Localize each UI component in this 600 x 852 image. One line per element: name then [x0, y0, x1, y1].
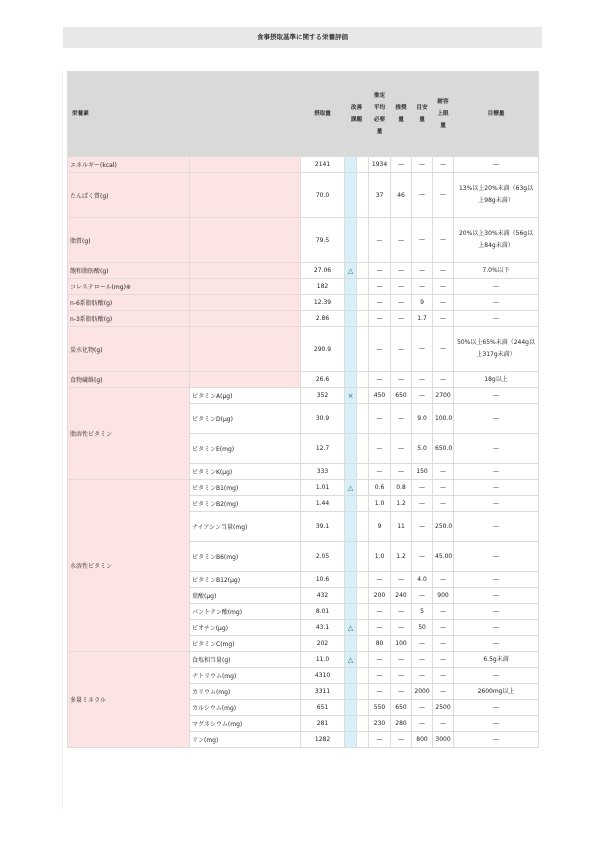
nutrient-name: 炭水化物(g)	[68, 327, 190, 372]
spacer-cell	[357, 480, 369, 496]
header-rda: 推奨 量	[391, 72, 412, 157]
ul-cell: —	[433, 311, 454, 327]
ai-cell: —	[412, 157, 433, 173]
nutrient-subname	[190, 263, 301, 279]
nutrient-subname: ビタミンB2(mg)	[190, 496, 301, 512]
ai-cell: —	[412, 388, 433, 404]
improvement-flag	[345, 279, 357, 295]
ai-cell: —	[412, 327, 433, 372]
ul-cell: —	[433, 604, 454, 620]
spacer-cell	[357, 588, 369, 604]
ear-cell: —	[369, 263, 391, 279]
improvement-flag	[345, 464, 357, 480]
intake-cell: 1.01	[301, 480, 345, 496]
ear-cell: 0.6	[369, 480, 391, 496]
nutrient-subname	[190, 279, 301, 295]
rda-cell: —	[391, 157, 412, 173]
intake-cell: 3311	[301, 684, 345, 700]
rda-cell: 11	[391, 512, 412, 542]
ul-cell: 2500	[433, 700, 454, 716]
ul-cell: 3000	[433, 732, 454, 748]
intake-cell: 352	[301, 388, 345, 404]
spacer-cell	[357, 327, 369, 372]
spacer-cell	[357, 464, 369, 480]
improvement-flag	[345, 684, 357, 700]
rda-cell: —	[391, 464, 412, 480]
ai-cell: 5	[412, 604, 433, 620]
table-row	[68, 263, 539, 279]
improvement-flag	[345, 636, 357, 652]
margin-rule	[62, 70, 63, 810]
ul-cell: —	[433, 173, 454, 218]
nutrient-subname: ビタミンB6(mg)	[190, 542, 301, 572]
intake-cell: 2.86	[301, 311, 345, 327]
header-ear: 推定 平均 必要 量	[369, 72, 391, 157]
dg-cell: —	[454, 732, 539, 748]
rda-cell: —	[391, 652, 412, 668]
ul-cell: 650.0	[433, 434, 454, 464]
ear-cell: 200	[369, 588, 391, 604]
ul-cell: —	[433, 372, 454, 388]
dg-cell: —	[454, 157, 539, 173]
spacer-cell	[357, 372, 369, 388]
intake-cell: 30.9	[301, 404, 345, 434]
ul-cell: —	[433, 263, 454, 279]
ul-cell: —	[433, 652, 454, 668]
ear-cell: —	[369, 434, 391, 464]
intake-cell: 70.0	[301, 173, 345, 218]
dg-cell: —	[454, 572, 539, 588]
dg-cell: —	[454, 279, 539, 295]
rda-cell: 1.2	[391, 496, 412, 512]
nutrient-name: 脂質(g)	[68, 218, 190, 263]
intake-cell: 12.39	[301, 295, 345, 311]
improvement-flag: △	[345, 263, 357, 279]
ear-cell: —	[369, 652, 391, 668]
improvement-flag: △	[345, 620, 357, 636]
nutrient-subname	[190, 173, 301, 218]
nutrient-name: 食物繊維(g)	[68, 372, 190, 388]
table-row	[68, 372, 539, 388]
ai-cell: —	[412, 716, 433, 732]
dg-cell: 20%以上30%未満（56g以上84g未満）	[454, 218, 539, 263]
dg-cell: 2600mg以上	[454, 684, 539, 700]
ai-cell: 4.0	[412, 572, 433, 588]
ear-cell: —	[369, 732, 391, 748]
rda-cell: —	[391, 279, 412, 295]
nutrient-subname	[190, 295, 301, 311]
ul-cell: 250.0	[433, 512, 454, 542]
intake-cell: 432	[301, 588, 345, 604]
spacer-cell	[357, 311, 369, 327]
spacer-cell	[357, 157, 369, 173]
spacer-cell	[357, 218, 369, 263]
nutrient-subname	[190, 311, 301, 327]
intake-cell: 281	[301, 716, 345, 732]
dg-cell: —	[454, 434, 539, 464]
dg-cell: —	[454, 295, 539, 311]
ul-cell: —	[433, 572, 454, 588]
rda-cell: 46	[391, 173, 412, 218]
ai-cell: —	[412, 636, 433, 652]
ai-cell: 50	[412, 620, 433, 636]
ear-cell: 37	[369, 173, 391, 218]
intake-cell: 8.01	[301, 604, 345, 620]
nutrient-subname: 葉酸(μg)	[190, 588, 301, 604]
nutrient-name: n-3系脂肪酸(g)	[68, 311, 190, 327]
intake-cell: 79.5	[301, 218, 345, 263]
page-title: 食事摂取基準に関する栄養評価	[63, 27, 542, 48]
spacer-cell	[357, 173, 369, 218]
intake-cell: 202	[301, 636, 345, 652]
dg-cell: —	[454, 588, 539, 604]
dg-cell: —	[454, 388, 539, 404]
spacer-cell	[357, 295, 369, 311]
dg-cell: —	[454, 716, 539, 732]
nutrient-subname: ビタミンC(mg)	[190, 636, 301, 652]
dg-cell: 50%以上65%未満（244g以上317g未満）	[454, 327, 539, 372]
ai-cell: —	[412, 542, 433, 572]
ul-cell: —	[433, 716, 454, 732]
rda-cell: —	[391, 572, 412, 588]
group-name: 脂溶性ビタミン	[68, 388, 190, 480]
dg-cell: 7.0%以下	[454, 263, 539, 279]
table-row	[68, 279, 539, 295]
ear-cell: —	[369, 372, 391, 388]
spacer-cell	[357, 496, 369, 512]
ul-cell: 2700	[433, 388, 454, 404]
intake-cell: 4310	[301, 668, 345, 684]
intake-cell: 333	[301, 464, 345, 480]
dg-cell: —	[454, 512, 539, 542]
ul-cell: —	[433, 668, 454, 684]
dg-cell: 6.5g未満	[454, 652, 539, 668]
dg-cell: —	[454, 311, 539, 327]
improvement-flag	[345, 404, 357, 434]
spacer-cell	[357, 263, 369, 279]
table-row	[68, 173, 539, 218]
nutrient-subname	[190, 157, 301, 173]
ul-cell: —	[433, 327, 454, 372]
ear-cell: —	[369, 620, 391, 636]
nutrient-subname: ビタミンE(mg)	[190, 434, 301, 464]
ul-cell: —	[433, 496, 454, 512]
intake-cell: 11.0	[301, 652, 345, 668]
spacer-cell	[357, 668, 369, 684]
ul-cell: —	[433, 295, 454, 311]
ul-cell: 45.00	[433, 542, 454, 572]
ul-cell: 100.0	[433, 404, 454, 434]
intake-cell: 651	[301, 700, 345, 716]
intake-cell: 10.6	[301, 572, 345, 588]
spacer-cell	[357, 434, 369, 464]
header-ul: 耐容 上限 量	[433, 72, 454, 157]
improvement-flag	[345, 732, 357, 748]
improvement-flag	[345, 572, 357, 588]
rda-cell: —	[391, 404, 412, 434]
improvement-flag: △	[345, 652, 357, 668]
spacer-cell	[357, 404, 369, 434]
ai-cell: —	[412, 480, 433, 496]
ear-cell: —	[369, 604, 391, 620]
intake-cell: 182	[301, 279, 345, 295]
rda-cell: —	[391, 604, 412, 620]
ai-cell: 9.0	[412, 404, 433, 434]
intake-cell: 2.05	[301, 542, 345, 572]
rda-cell: —	[391, 668, 412, 684]
ear-cell: 1934	[369, 157, 391, 173]
nutrient-name: たんぱく質(g)	[68, 173, 190, 218]
dg-cell: —	[454, 620, 539, 636]
ul-cell: —	[433, 218, 454, 263]
spacer-cell	[357, 572, 369, 588]
dg-cell: —	[454, 480, 539, 496]
dg-cell: 13%以上20%未満（63g以上98g未満）	[454, 173, 539, 218]
ear-cell: —	[369, 464, 391, 480]
table-row	[68, 295, 539, 311]
nutrient-subname: ビタミンD(μg)	[190, 404, 301, 434]
dg-cell: —	[454, 636, 539, 652]
table-row	[68, 218, 539, 263]
nutrient-subname: パントテン酸(mg)	[190, 604, 301, 620]
nutrient-name: 飽和脂肪酸(g)	[68, 263, 190, 279]
table-row	[68, 652, 539, 668]
spacer-cell	[357, 279, 369, 295]
rda-cell: —	[391, 372, 412, 388]
spacer-cell	[357, 542, 369, 572]
nutrient-subname	[190, 327, 301, 372]
ul-cell: —	[433, 157, 454, 173]
spacer-cell	[357, 732, 369, 748]
dg-cell: —	[454, 700, 539, 716]
ear-cell: —	[369, 295, 391, 311]
nutrient-subname: マグネシウム(mg)	[190, 716, 301, 732]
spacer-cell	[357, 620, 369, 636]
header-intake: 摂取量	[301, 72, 345, 157]
spacer-cell	[357, 684, 369, 700]
improvement-flag	[345, 588, 357, 604]
rda-cell: 100	[391, 636, 412, 652]
ai-cell: 800	[412, 732, 433, 748]
improvement-flag	[345, 372, 357, 388]
improvement-flag	[345, 604, 357, 620]
improvement-flag	[345, 716, 357, 732]
nutrient-subname	[190, 218, 301, 263]
intake-cell: 1282	[301, 732, 345, 748]
improvement-flag: ×	[345, 388, 357, 404]
nutrient-subname: ビタミンB12(μg)	[190, 572, 301, 588]
improvement-flag	[345, 218, 357, 263]
rda-cell: 240	[391, 588, 412, 604]
group-name: 水溶性ビタミン	[68, 480, 190, 652]
nutrient-subname: リン(mg)	[190, 732, 301, 748]
group-name: 多量ミネラル	[68, 652, 190, 748]
ul-cell: 900	[433, 588, 454, 604]
ai-cell: —	[412, 218, 433, 263]
intake-cell: 43.1	[301, 620, 345, 636]
table-row	[68, 480, 539, 496]
ul-cell: —	[433, 636, 454, 652]
ul-cell: —	[433, 684, 454, 700]
ai-cell: —	[412, 588, 433, 604]
ul-cell: —	[433, 480, 454, 496]
ear-cell: 550	[369, 700, 391, 716]
rda-cell: 650	[391, 700, 412, 716]
improvement-flag	[345, 434, 357, 464]
spacer-cell	[357, 604, 369, 620]
nutrient-subname: カルシウム(mg)	[190, 700, 301, 716]
rda-cell: —	[391, 295, 412, 311]
nutrient-name: コレステロール(mg)※	[68, 279, 190, 295]
intake-cell: 290.9	[301, 327, 345, 372]
ear-cell: 230	[369, 716, 391, 732]
rda-cell: —	[391, 263, 412, 279]
nutrient-name: n-6系脂肪酸(g)	[68, 295, 190, 311]
table-row	[68, 327, 539, 372]
nutrient-subname: ビオチン(μg)	[190, 620, 301, 636]
intake-cell: 2141	[301, 157, 345, 173]
ai-cell: —	[412, 668, 433, 684]
rda-cell: —	[391, 434, 412, 464]
ul-cell: —	[433, 279, 454, 295]
nutrient-subname: ナイアシン当量(mg)	[190, 512, 301, 542]
table-header-row	[68, 72, 539, 157]
ai-cell: —	[412, 700, 433, 716]
improvement-flag	[345, 157, 357, 173]
improvement-flag	[345, 295, 357, 311]
improvement-flag	[345, 496, 357, 512]
improvement-flag	[345, 668, 357, 684]
ear-cell: 80	[369, 636, 391, 652]
nutrient-subname: ナトリウム(mg)	[190, 668, 301, 684]
dg-cell: 18g以上	[454, 372, 539, 388]
table-row	[68, 388, 539, 404]
ai-cell: —	[412, 512, 433, 542]
intake-cell: 39.1	[301, 512, 345, 542]
spacer-cell	[357, 388, 369, 404]
ai-cell: 150	[412, 464, 433, 480]
rda-cell: —	[391, 327, 412, 372]
header-improve: 改善 課題	[345, 72, 369, 157]
ear-cell: —	[369, 684, 391, 700]
table-row	[68, 157, 539, 173]
header-ai: 目安 量	[412, 72, 433, 157]
ul-cell: —	[433, 620, 454, 636]
rda-cell: 0.8	[391, 480, 412, 496]
nutrient-subname: ビタミンB1(mg)	[190, 480, 301, 496]
header-nutrient: 栄養素	[68, 72, 301, 157]
dg-cell: —	[454, 604, 539, 620]
ai-cell: —	[412, 173, 433, 218]
spacer-cell	[357, 652, 369, 668]
rda-cell: —	[391, 684, 412, 700]
ai-cell: —	[412, 372, 433, 388]
spacer-cell	[357, 636, 369, 652]
rda-cell: —	[391, 311, 412, 327]
rda-cell: —	[391, 218, 412, 263]
table-row	[68, 311, 539, 327]
ear-cell: —	[369, 327, 391, 372]
spacer-cell	[357, 716, 369, 732]
ear-cell: 1.0	[369, 496, 391, 512]
nutrition-evaluation-table	[67, 71, 539, 748]
rda-cell: 1.2	[391, 542, 412, 572]
intake-cell: 12.7	[301, 434, 345, 464]
ear-cell: 1.0	[369, 542, 391, 572]
rda-cell: —	[391, 732, 412, 748]
improvement-flag	[345, 700, 357, 716]
improvement-flag	[345, 542, 357, 572]
spacer-cell	[357, 700, 369, 716]
ear-cell: —	[369, 668, 391, 684]
improvement-flag: △	[345, 480, 357, 496]
ai-cell: —	[412, 263, 433, 279]
rda-cell: 280	[391, 716, 412, 732]
intake-cell: 1.44	[301, 496, 345, 512]
ear-cell: —	[369, 404, 391, 434]
nutrient-subname: ビタミンA(μg)	[190, 388, 301, 404]
dg-cell: —	[454, 464, 539, 480]
dg-cell: —	[454, 542, 539, 572]
nutrient-name: エネルギー(kcal)	[68, 157, 190, 173]
nutrient-subname: カリウム(mg)	[190, 684, 301, 700]
ul-cell: —	[433, 464, 454, 480]
improvement-flag	[345, 173, 357, 218]
dg-cell: —	[454, 404, 539, 434]
ear-cell: —	[369, 279, 391, 295]
spacer-cell	[357, 512, 369, 542]
dg-cell: —	[454, 496, 539, 512]
nutrient-subname: 食塩相当量(g)	[190, 652, 301, 668]
rda-cell: 650	[391, 388, 412, 404]
ear-cell: 450	[369, 388, 391, 404]
ear-cell: —	[369, 218, 391, 263]
improvement-flag	[345, 327, 357, 372]
nutrient-subname	[190, 372, 301, 388]
intake-cell: 26.6	[301, 372, 345, 388]
ai-cell: 9	[412, 295, 433, 311]
improvement-flag	[345, 512, 357, 542]
ai-cell: 5.0	[412, 434, 433, 464]
intake-cell: 27.06	[301, 263, 345, 279]
ai-cell: —	[412, 279, 433, 295]
ear-cell: —	[369, 572, 391, 588]
nutrient-subname: ビタミンK(μg)	[190, 464, 301, 480]
ear-cell: —	[369, 311, 391, 327]
dg-cell: —	[454, 668, 539, 684]
header-dg: 目標量	[454, 72, 539, 157]
ai-cell: —	[412, 652, 433, 668]
rda-cell: —	[391, 620, 412, 636]
ear-cell: 9	[369, 512, 391, 542]
ai-cell: 2000	[412, 684, 433, 700]
ai-cell: —	[412, 496, 433, 512]
ai-cell: 1.7	[412, 311, 433, 327]
improvement-flag	[345, 311, 357, 327]
